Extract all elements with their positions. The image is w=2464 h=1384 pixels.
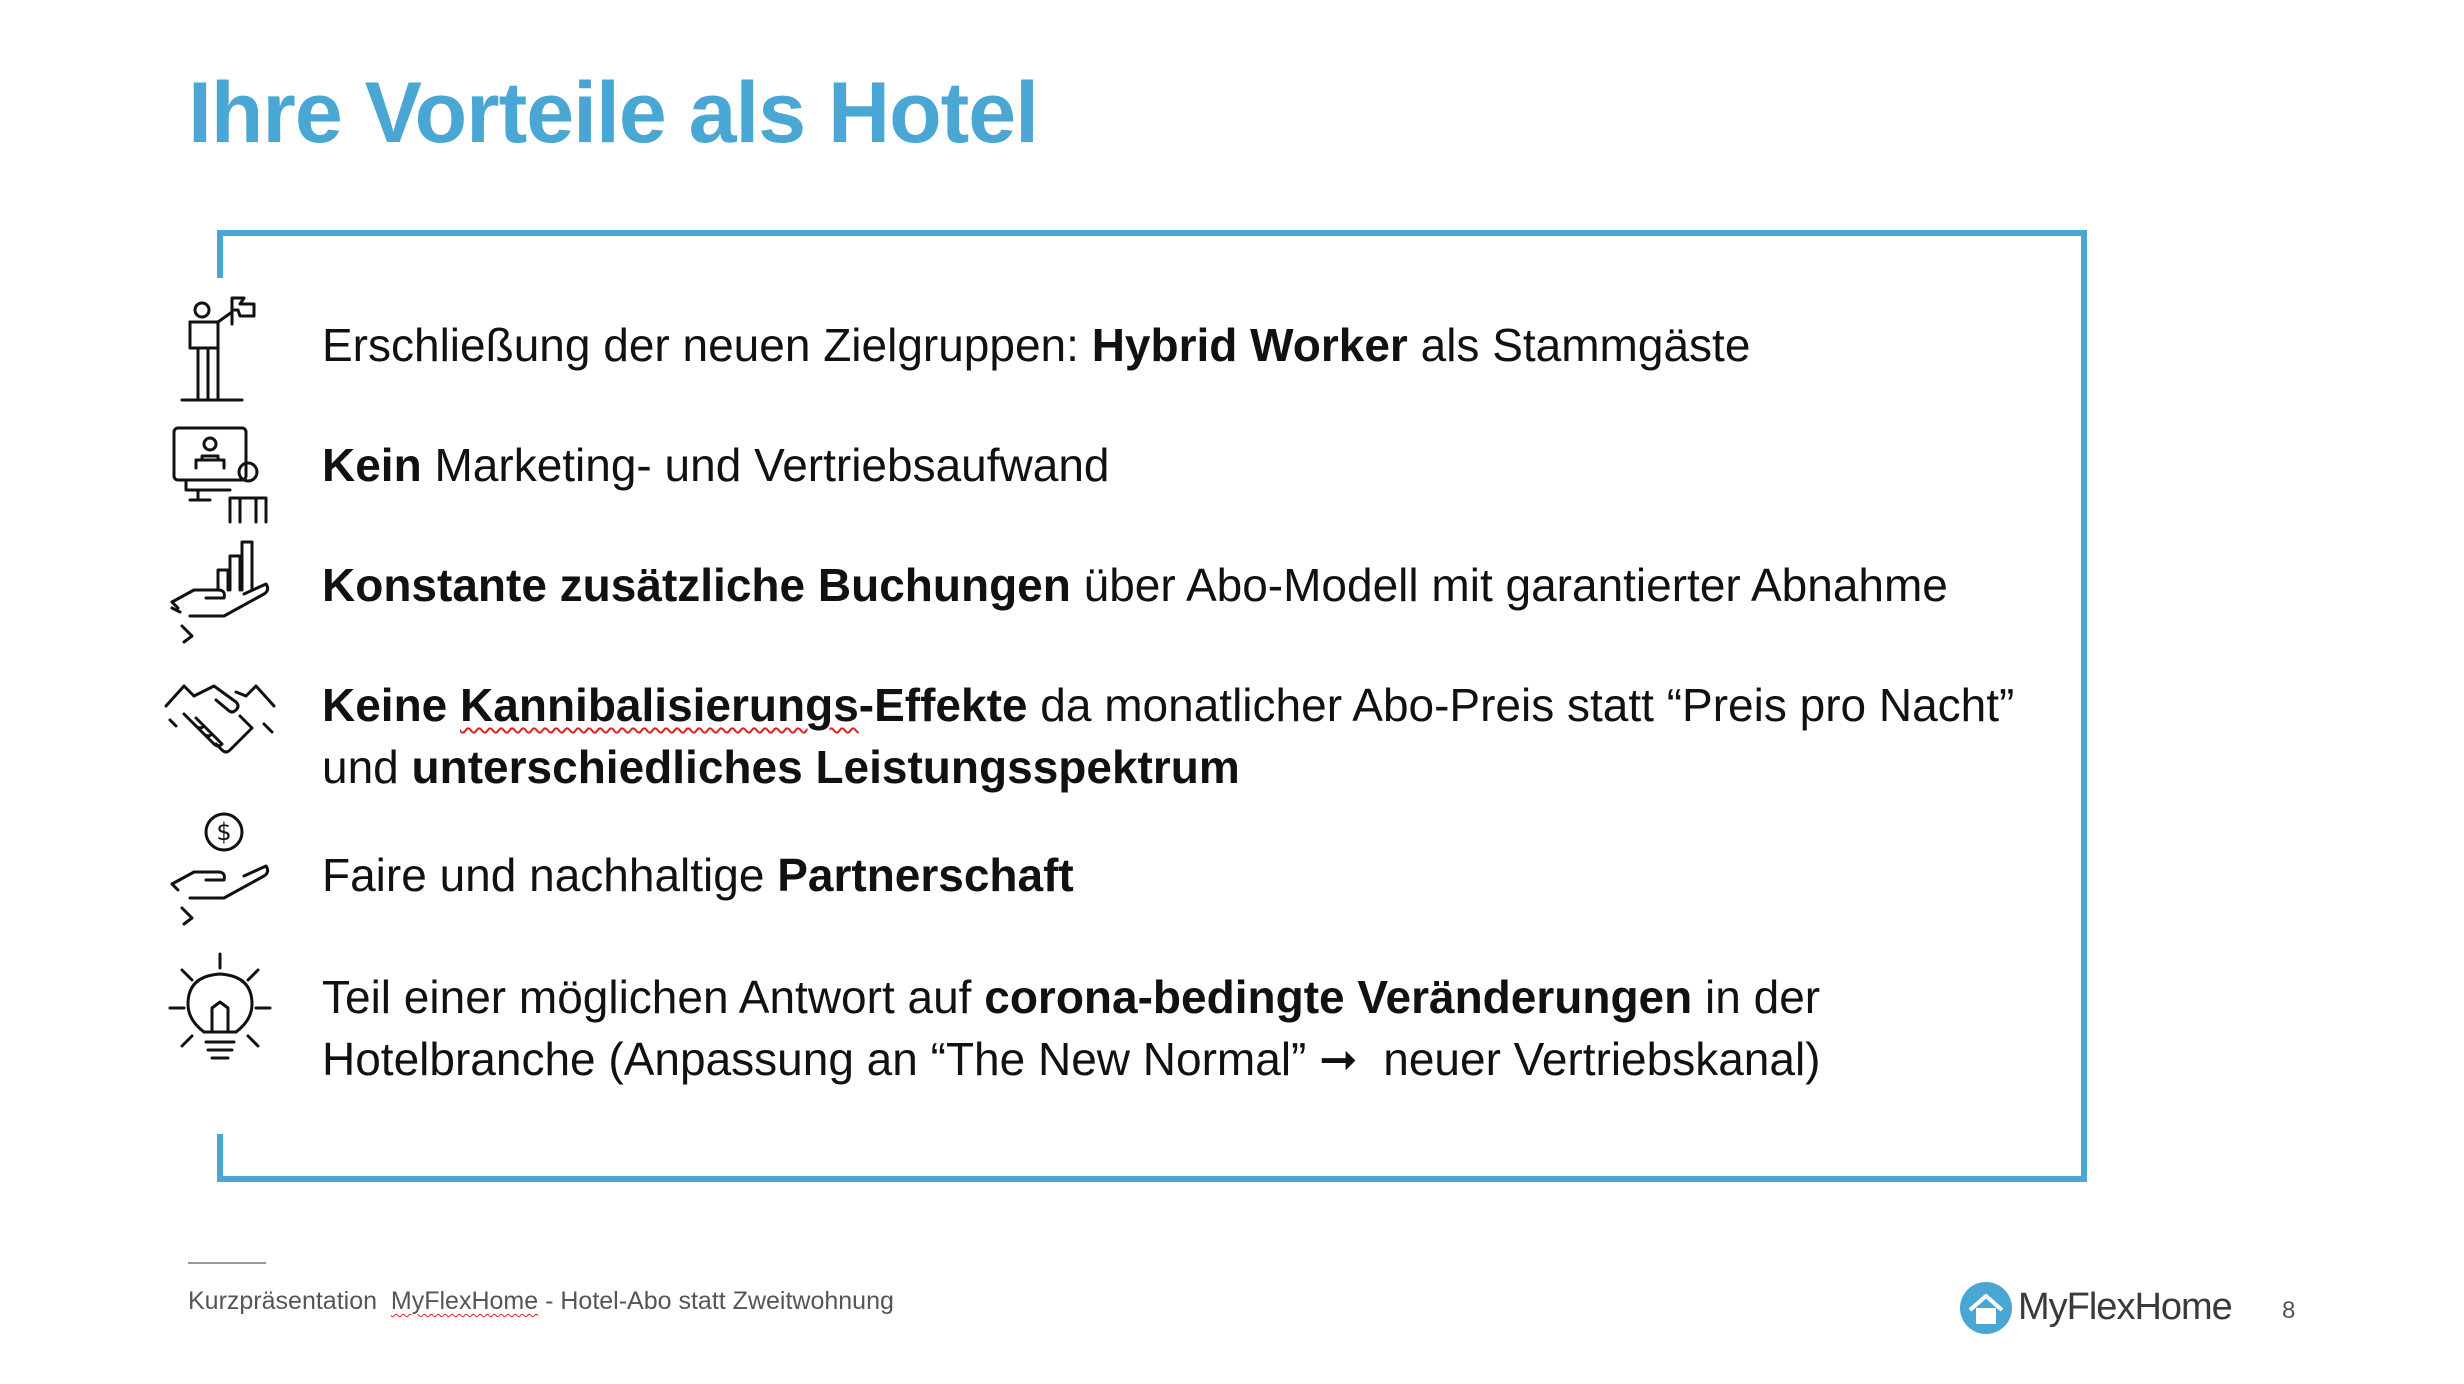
benefit-text-part: und [322,741,412,793]
benefit-text-5 [322,844,1074,906]
benefit-text-bold: corona-bedingte Veränderungen [984,971,1693,1023]
online-meeting-icon [160,410,280,530]
slide-title: Ihre Vorteile als Hotel [188,65,1039,161]
benefit-text-bold: Keine [322,679,461,731]
presenter-flag-icon [160,290,280,410]
light-bulb-icon [160,950,280,1070]
benefit-text-part: Marketing- und Vertriebsaufwand [421,439,1110,491]
footer-brand-name: MyFlexHome [390,1287,539,1315]
benefit-text-part: da monatlicher Abo-Preis statt “Preis pro Nacht” [1027,679,2015,731]
frame-left-bottom-edge [217,1134,223,1182]
benefit-text-part: als Stammgäste [1407,319,1751,371]
benefit-text-1 [322,314,1750,376]
benefit-text-part: Hotelbranche (Anpassung an “The New Normal” [322,1033,1320,1085]
benefit-text-bold: Partnerschaft [777,849,1074,901]
benefit-text-4-line-2 [322,736,1240,798]
myflexhome-logo [1958,1280,2238,1336]
benefit-text-3 [322,554,1948,616]
footer-divider [188,1262,266,1264]
benefit-text-part: über Abo-Modell mit garantierter Abnahme [1070,559,1948,611]
footer-caption-part: Kurzpräsentation [188,1287,391,1315]
benefit-text-part: Erschließung der neuen Zielgruppen: [322,319,1092,371]
right-arrow-icon: ➞ [1319,1033,1358,1085]
handshake-icon [160,650,280,770]
benefit-text-bold: unterschiedliches Leistungsspektrum [411,741,1240,793]
footer-caption [188,1287,894,1316]
benefit-text-bold-spellcheck: Kannibalisierungs [460,679,859,731]
benefit-text-2 [322,434,1110,496]
frame-left-top-edge [217,230,223,278]
benefit-text-part: in der [1692,971,1821,1023]
benefit-text-part: Faire und nachhaltige [322,849,778,901]
benefit-text-bold: Konstante zusätzliche Buchungen [322,559,1071,611]
house-logo-icon [1958,1280,2014,1336]
footer-caption-part: - Hotel-Abo statt Zweitwohnung [538,1287,894,1315]
benefit-text-bold: -Effekte [858,679,1028,731]
benefit-text-6-line-2 [322,1028,1821,1090]
benefit-text-part: Teil einer möglichen Antwort auf [322,971,985,1023]
benefit-text-bold: Hybrid Worker [1091,319,1408,371]
benefit-text-4-line-1 [322,674,2014,736]
benefit-text-bold: Kein [322,439,422,491]
page-number: 8 [2282,1297,2296,1324]
hand-coin-dollar-icon [160,808,280,928]
svg-text:$: $ [216,818,232,846]
logo-wordmark: MyFlexHome [2018,1286,2232,1328]
hand-growth-chart-icon [160,530,280,650]
benefit-text-6-line-1 [322,966,1820,1028]
benefit-text-part: neuer Vertriebskanal) [1357,1033,1821,1085]
